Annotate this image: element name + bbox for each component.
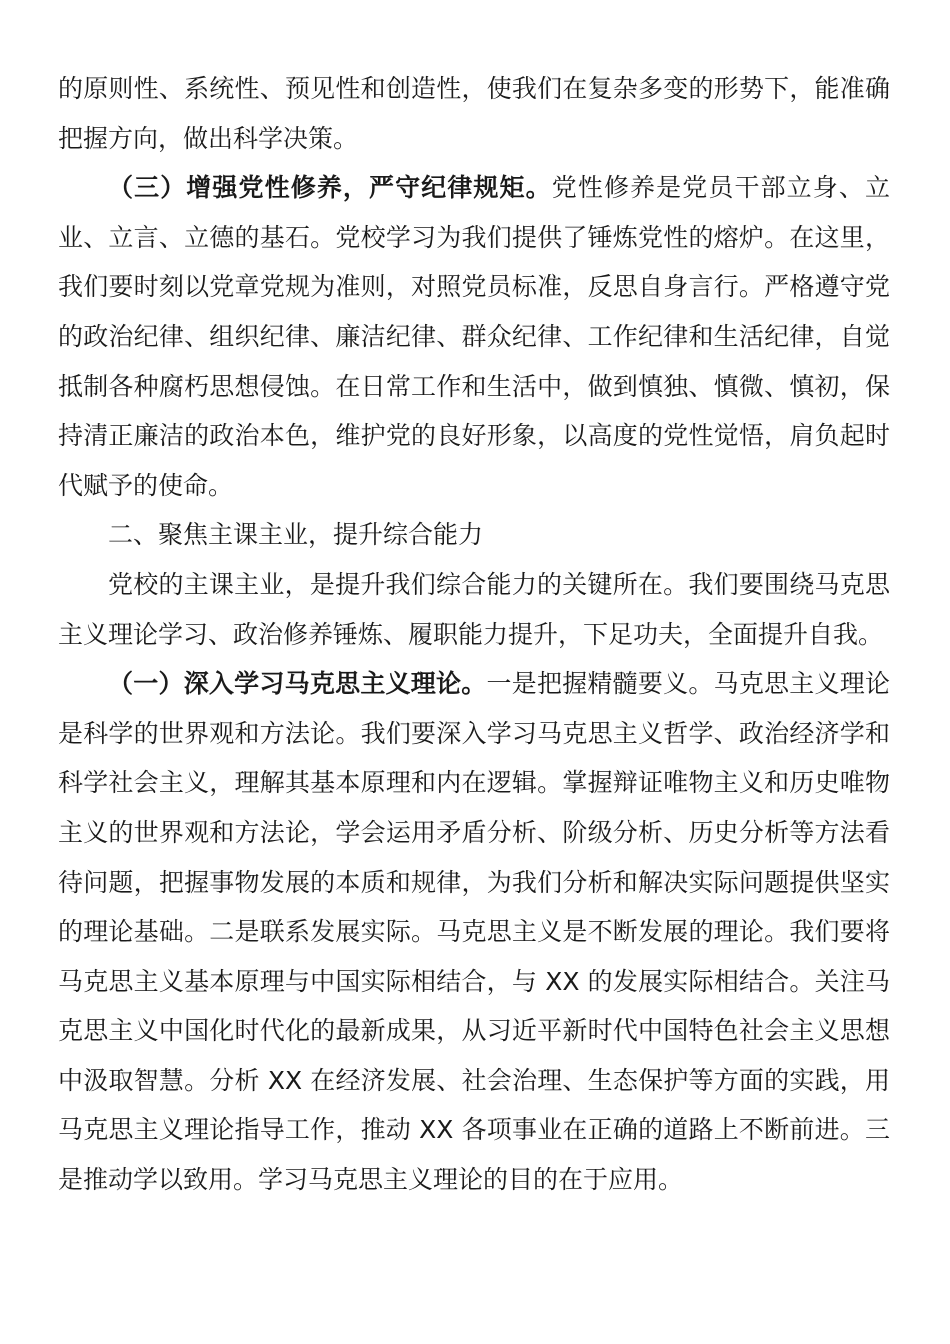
paragraph-party-spirit [58, 163, 890, 510]
section-heading-3: （三）增强党性修养，严守纪律规矩。 [108, 173, 552, 203]
paragraph-continuation [58, 64, 890, 163]
section-heading-1: （一）深入学习马克思主义理论。 [108, 669, 487, 699]
paragraph-text: 党性修养是党员干部立身、立业、立言、立德的基石。党校学习为我们提供了锤炼党性的熔炉。在这里，我们要时刻以党章党规为准则，对照党员标准，反思自身言行。严格遵守党的政治纪律、组织纪律、廉洁纪律、群众纪律、工作纪律和生活纪律，自觉抵制各种腐朽思想侵蚀。在日常工作和生活中，做到慎独、慎微、慎初，保持清正廉洁的政治本色，维护党的良好形象，以高度的党性觉悟，肩负起时代赋予的使命。 [58, 173, 890, 500]
section-heading-2 [58, 510, 890, 560]
paragraph-main-course [58, 560, 890, 659]
paragraph-marxism [58, 659, 890, 1205]
heading-text: 二、聚焦主课主业，提升综合能力 [108, 520, 484, 550]
paragraph-text: 一是把握精髓要义。马克思主义理论是科学的世界观和方法论。我们要深入学习马克思主义哲学、政治经济学和科学社会主义，理解其基本原理和内在逻辑。掌握辩证唯物主义和历史唯物主义的世界观和方法论，学会运用矛盾分析、阶级分析、历史分析等方法看待问题，把握事物发展的本质和规律，为我们分析和解决实际问题提供坚实的理论基础。二是联系发展实际。马克思主义是不断发展的理论。我们要将马克思主义基本原理与中国实际相结合，与 XX 的发展实际相结合。关注马克思主义中国化时代化的最新成果，从习近平新时代中国特色社会主义思想中汲取智慧。分析 XX 在经济发展、社会治理、生态保护等方面的实践，用马克思主义理论指导工作，推动 XX 各项事业在正确的道路上不断前进。三是推动学以致用。学习马克思主义理论的目的在于应用。 [58, 669, 890, 1195]
paragraph-text: 党校的主课主业，是提升我们综合能力的关键所在。我们要围绕马克思主义理论学习、政治修养锤炼、履职能力提升，下足功夫，全面提升自我。 [58, 569, 890, 649]
document-body [58, 64, 890, 1205]
paragraph-text: 的原则性、系统性、预见性和创造性，使我们在复杂多变的形势下，能准确把握方向，做出科学决策。 [58, 74, 890, 153]
